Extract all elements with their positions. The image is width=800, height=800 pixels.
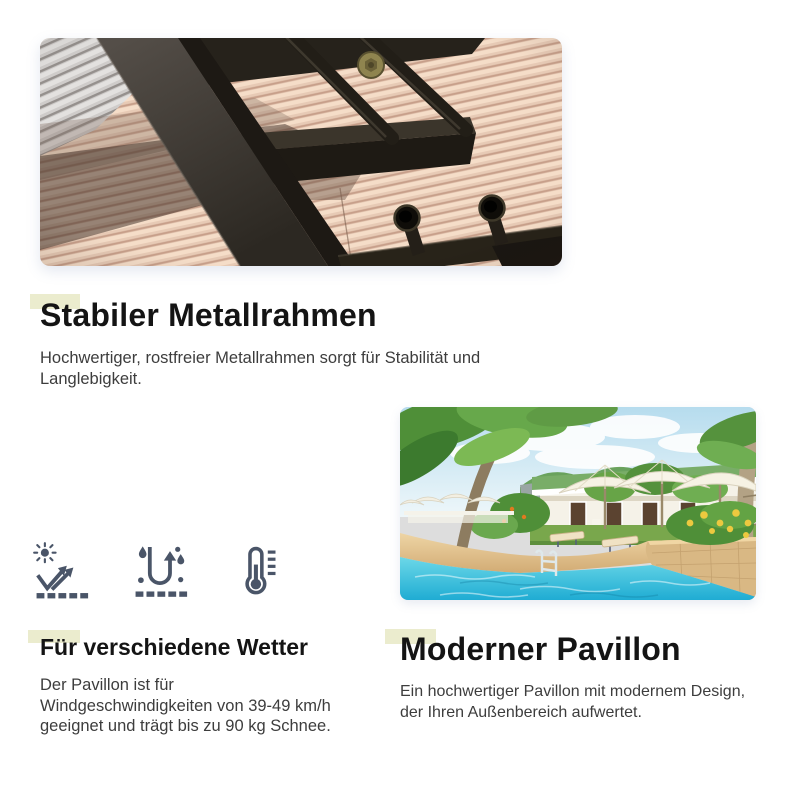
metal-frame-photo <box>40 38 562 266</box>
water-repellent-icon <box>132 541 189 598</box>
metal-frame-illustration <box>40 38 562 266</box>
pavilion-section-title: Moderner Pavillon <box>400 631 681 667</box>
frame-section-title: Stabiler Metallrahmen <box>40 297 377 333</box>
uv-reflection-icon <box>33 542 90 599</box>
white-railing <box>404 511 514 523</box>
thermometer-icon <box>228 542 285 599</box>
weather-section-title: Für verschiedene Wetter <box>40 634 309 660</box>
eave-shadow <box>540 496 756 501</box>
photo-vignette <box>40 38 562 266</box>
frame-section-body: Hochwertiger, rostfreier Metallrahmen sorgt für Stabilität und Langlebigkeit. <box>40 349 481 388</box>
resort-pool-illustration <box>400 407 756 600</box>
pavilion-section-body: Ein hochwertiger Pavillon mit modernem Design, der Ihren Außenbereich aufwertet. <box>400 683 746 721</box>
resort-pool-photo <box>400 407 756 600</box>
weather-section-body: Der Pavillon ist für Windgeschwindigkeiten von 39-49 km/h geeignet und trägt bis zu 90 kg Schnee. <box>40 676 331 735</box>
